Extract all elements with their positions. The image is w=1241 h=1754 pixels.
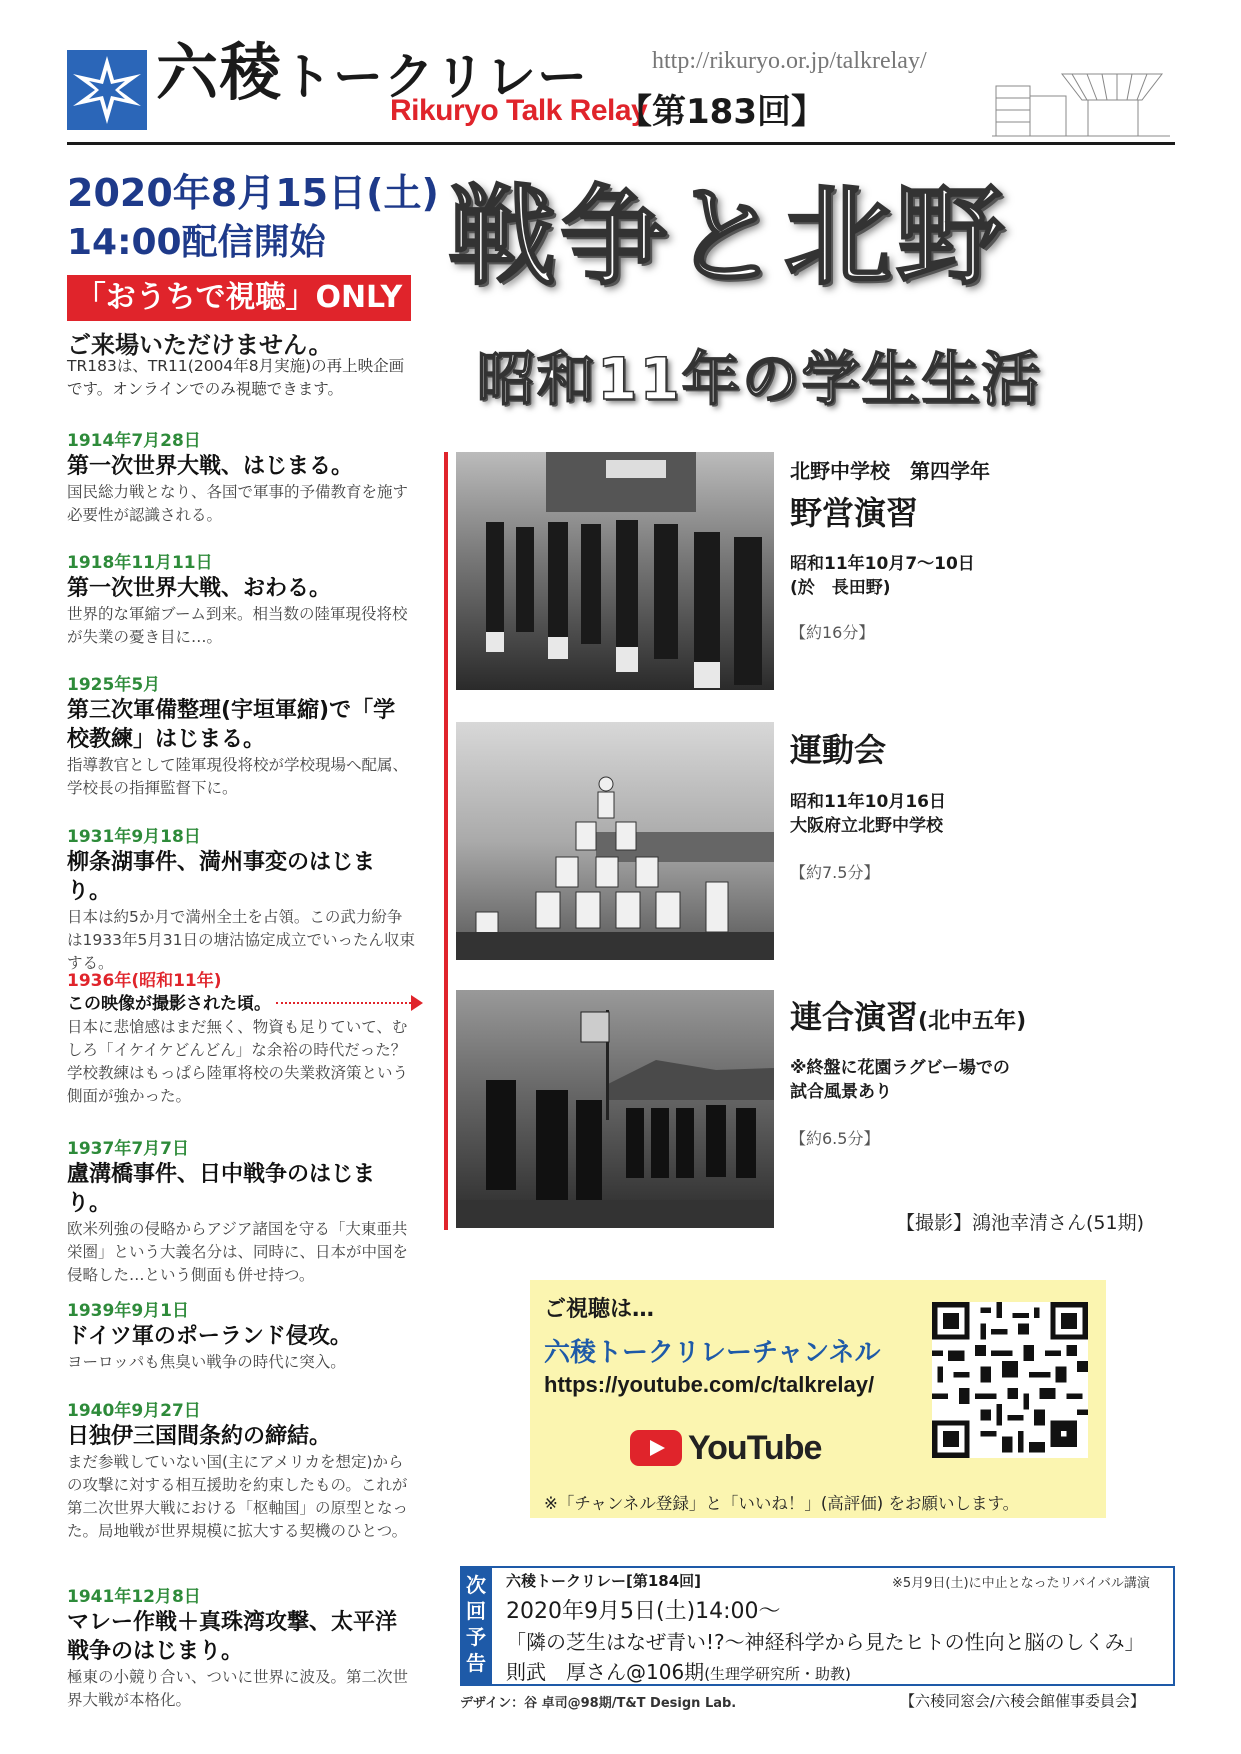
event-time: 14:00配信開始 bbox=[67, 222, 326, 263]
film-place: (於 長田野) bbox=[790, 578, 891, 598]
timeline-body: 極東の小競り合い、ついに世界に波及。第二次世界大戦が本格化。 bbox=[67, 1668, 409, 1709]
next-event-series: 六稜トークリレー[第184回] bbox=[506, 1572, 702, 1590]
film-title: 野営演習 bbox=[790, 494, 919, 532]
rikuryo-logo-icon bbox=[67, 50, 147, 130]
timeline-event bbox=[67, 552, 417, 649]
timeline-red-bar bbox=[444, 452, 448, 1230]
timeline-body: 指導教官として陸軍現役将校が学校現場へ配属、学校長の指揮監督下に。 bbox=[67, 756, 409, 797]
timeline-event bbox=[67, 1300, 417, 1374]
next-event-speaker bbox=[506, 1656, 851, 1685]
timeline-event bbox=[67, 1138, 417, 1287]
timeline-title: この映像が撮影された頃。 bbox=[67, 994, 271, 1014]
arrow-right-icon bbox=[411, 995, 423, 1011]
film-photo-joint-exercise bbox=[456, 990, 774, 1228]
building-illustration-icon bbox=[992, 66, 1170, 138]
film-date: 昭和11年10月16日 bbox=[790, 792, 946, 812]
timeline-title: 第三次軍備整理(宇垣軍縮)で「学校教練」はじまる。 bbox=[67, 698, 396, 752]
timeline-date: 1936年(昭和11年) bbox=[67, 971, 222, 991]
qr-code-icon[interactable] bbox=[932, 1302, 1088, 1458]
timeline-event bbox=[67, 430, 417, 527]
site-url[interactable]: http://rikuryo.or.jp/talkrelay/ bbox=[652, 48, 927, 74]
event-date: 2020年8月15日(土) bbox=[67, 171, 439, 215]
timeline-date: 1941年12月8日 bbox=[67, 1587, 201, 1607]
timeline-date: 1931年9月18日 bbox=[67, 827, 201, 847]
youtube-wordmark: YouTube bbox=[688, 1429, 822, 1467]
film-photo-sports-day bbox=[456, 722, 774, 960]
film-school: 北野中学校 第四学年 bbox=[790, 459, 990, 483]
film-title: 運動会 bbox=[790, 731, 887, 769]
film-photo-field-exercise bbox=[456, 452, 774, 690]
sub-title: 昭和11年の学生生活 bbox=[477, 345, 1042, 413]
timeline-event bbox=[67, 674, 417, 800]
timeline-event bbox=[67, 826, 417, 975]
timeline-event bbox=[67, 1400, 417, 1543]
timeline-title: 第一次世界大戦、はじまる。 bbox=[67, 454, 354, 479]
notice-body: TR183は、TR11(2004年8月実施)の再上映企画です。オンラインでのみ視聴できます。 bbox=[67, 357, 405, 398]
film-date: 昭和11年10月7～10日 bbox=[790, 554, 975, 574]
timeline-date: 1925年5月 bbox=[67, 675, 161, 695]
pointer-dotted-line bbox=[276, 1002, 411, 1004]
timeline-body: 欧米列強の侵略からアジア諸国を守る「大東亜共栄圏」という大義名分は、同時に、日本が中国を侵略した…という側面も併せ持つ。 bbox=[67, 1220, 409, 1284]
film-duration: 【約16分】 bbox=[790, 623, 875, 642]
film-note-cont: 試合風景あり bbox=[790, 1082, 892, 1102]
film-title bbox=[790, 992, 1026, 1038]
timeline-body: 日本は約5か月で満州全土を占領。この武力紛争は1933年5月31日の塘沽協定成立でいったん収束する。 bbox=[67, 908, 416, 972]
timeline-title: 第一次世界大戦、おわる。 bbox=[67, 576, 332, 601]
timeline-body: ヨーロッパも焦臭い戦争の時代に突入。 bbox=[67, 1353, 346, 1371]
film-title-suffix: (北中五年) bbox=[918, 1009, 1027, 1034]
timeline-event bbox=[67, 1586, 417, 1712]
main-title: 戦争と北野 bbox=[448, 175, 1009, 300]
next-event-tag bbox=[460, 1566, 492, 1686]
timeline-body: 国民総力戦となり、各国で軍事的予備教育を施す必要性が認識される。 bbox=[67, 483, 409, 524]
timeline-title: マレー作戦＋真珠湾攻撃、太平洋戦争のはじまり。 bbox=[67, 1610, 398, 1664]
timeline-title: 柳条湖事件、満州事変のはじまり。 bbox=[67, 850, 376, 904]
brand-kanji: 六稜 bbox=[156, 36, 283, 109]
brand-kana: トークリレー bbox=[282, 48, 589, 106]
notice-heading: ご来場いただけません。 bbox=[67, 331, 333, 359]
film-place: 大阪府立北野中学校 bbox=[790, 816, 943, 836]
speaker-affiliation: (生理学研究所・助教) bbox=[704, 1665, 851, 1683]
timeline-title: ドイツ軍のポーランド侵攻。 bbox=[67, 1324, 352, 1349]
timeline-date: 1939年9月1日 bbox=[67, 1301, 189, 1321]
film-duration: 【約7.5分】 bbox=[790, 863, 880, 882]
timeline-title: 日独伊三国間条約の締結。 bbox=[67, 1424, 332, 1449]
organizer: 【六稜同窓会/六稜会館催事委員会】 bbox=[900, 1692, 1146, 1710]
youtube-play-icon bbox=[630, 1430, 682, 1466]
design-credit: デザイン：谷 卓司@98期/T&T Design Lab. bbox=[460, 1696, 737, 1711]
youtube-url[interactable]: https://youtube.com/c/talkrelay/ bbox=[544, 1372, 875, 1397]
timeline-body: 世界的な軍縮ブーム到来。相当数の陸軍現役将校が失業の憂き目に…。 bbox=[67, 605, 408, 646]
timeline-body: 日本に悲愴感はまだ無く、物資も足りていて、むしろ「イケイケどんどん」な余裕の時代だった？ 学校教練はもっぱら陸軍将校の失業救済策という側面が強かった。 bbox=[67, 1018, 409, 1105]
photo-credit: 【撮影】鴻池幸清さん(51期) bbox=[896, 1212, 1145, 1234]
next-event-note: ※5月9日(土)に中止となったリバイバル講演 bbox=[892, 1576, 1150, 1591]
youtube-lead: ご視聴は… bbox=[544, 1297, 655, 1322]
edition-number: 【第183回】 bbox=[618, 92, 825, 132]
timeline-date: 1914年7月28日 bbox=[67, 431, 201, 451]
film-duration: 【約6.5分】 bbox=[790, 1129, 880, 1148]
header-divider bbox=[67, 142, 1175, 145]
timeline-event-highlight bbox=[67, 970, 417, 1108]
timeline-title: 盧溝橋事件、日中戦争のはじまり。 bbox=[67, 1162, 376, 1216]
timeline-body: まだ参戦していない国(主にアメリカを想定)からの攻撃に対する相互援助を約束したもの。これが第二次世界大戦における「枢軸国」の原型となった。局地戦が世界規模に拡大する契機のひとつ。 bbox=[67, 1453, 409, 1540]
timeline-date: 1937年7月7日 bbox=[67, 1139, 189, 1159]
youtube-subscribe-note: ※「チャンネル登録」と「いいね！」(高評価) をお願いします。 bbox=[544, 1494, 1020, 1513]
next-event-topic: 「隣の芝生はなぜ青い!?～神経科学から見たヒトの性向と脳のしくみ」 bbox=[506, 1630, 1145, 1654]
next-event-datetime: 2020年9月5日(土)14:00～ bbox=[506, 1599, 781, 1624]
film-note: ※終盤に花園ラグビー場での bbox=[790, 1058, 1010, 1078]
timeline-date: 1940年9月27日 bbox=[67, 1401, 201, 1421]
timeline-date: 1918年11月11日 bbox=[67, 553, 213, 573]
online-only-badge: 「おうちで視聴」ONLY bbox=[67, 275, 411, 321]
youtube-logo[interactable] bbox=[630, 1426, 822, 1470]
youtube-channel-name[interactable]: 六稜トークリレーチャンネル bbox=[544, 1338, 881, 1368]
speaker-name: 則武 厚さん@106期 bbox=[506, 1660, 705, 1684]
brand-english: Rikuryo Talk Relay bbox=[390, 94, 648, 127]
film-title-text: 連合演習 bbox=[790, 998, 919, 1036]
next-event-tag-text: 次回予告 bbox=[466, 1573, 486, 1675]
